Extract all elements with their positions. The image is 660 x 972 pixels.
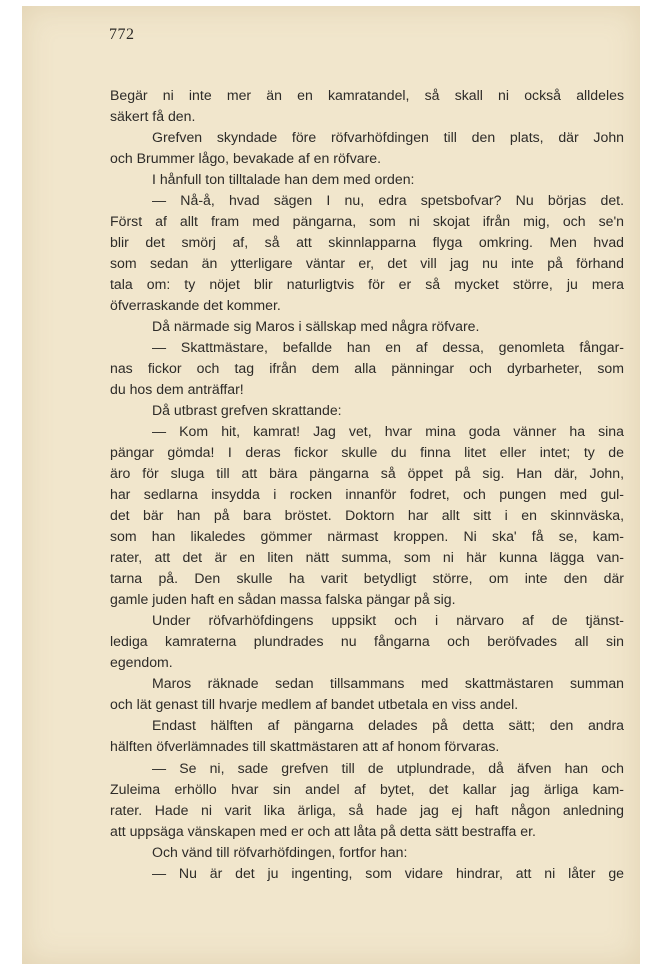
text-line: Zuleima erhöllo hvar sin andel af bytet, det kallar jag ärliga kam- bbox=[110, 780, 624, 797]
text-line: öfverraskande det kommer. bbox=[110, 297, 281, 314]
text-line: — Nu är det ju ingenting, som vidare hindrar, att ni låter ge bbox=[152, 864, 624, 881]
page-number: 772 bbox=[109, 26, 135, 43]
text-line: rater, att det är en liten nätt summa, som ni här kunna lägga van- bbox=[110, 549, 624, 566]
text-line: du hos dem anträffar! bbox=[110, 381, 244, 398]
text-line: som sedan än ytterligare väntar er, det vill jag nu inte på förhand bbox=[110, 255, 624, 272]
text-line: — Nå-å, hvad sägen I nu, edra spetsbofvar? Nu börjas det. bbox=[152, 192, 624, 209]
text-line: I hånfull ton tilltalade han dem med orden: bbox=[152, 171, 415, 188]
text-line: rater. Hade ni varit lika ärliga, så hade jag ej haft någon anledning bbox=[110, 801, 624, 818]
text-line: egendom. bbox=[110, 654, 173, 671]
text-line: nas fickor och tag ifrån dem alla pänningar och dyrbarheter, som bbox=[110, 360, 624, 377]
text-line: tala om: ty nöjet blir naturligtvis för er så mycket större, ju mera bbox=[110, 276, 624, 293]
text-line: det bär han på bara bröstet. Doktorn har allt sitt i en skinnväska, bbox=[110, 507, 624, 524]
text-line: Först af allt fram med pängarna, som ni skojat ifrån mig, och se'n bbox=[110, 213, 624, 230]
body-text bbox=[110, 85, 624, 884]
text-line: gamle juden haft en sådan massa falska pängar på sig. bbox=[110, 591, 456, 608]
text-line: blir det smörj af, så att skinnlapparna flyga omkring. Men hvad bbox=[110, 234, 624, 251]
text-line: har sedlarna insydda i rocken innanför fodret, och pungen med gul- bbox=[110, 486, 624, 503]
text-line: att uppsäga vänskapen med er och att låta på detta sätt bestraffa er. bbox=[110, 822, 536, 839]
text-line: Endast hälften af pängarna delades på detta sätt; den andra bbox=[152, 717, 624, 734]
text-line: och lät genast till hvarje medlem af bandet utbetala en viss andel. bbox=[110, 696, 519, 713]
text-line: Under röfvarhöfdingens uppsikt och i närvaro af de tjänst- bbox=[152, 612, 624, 629]
text-line: Och vänd till röfvarhöfdingen, fortfor han: bbox=[152, 843, 408, 860]
text-line: Begär ni inte mer än en kamratandel, så skall ni också alldeles bbox=[110, 87, 624, 103]
text-line: hälften öfverlämnades till skattmästaren att af honom förvaras. bbox=[110, 738, 500, 755]
text-line: äro för sluga till att bära pängarna så öppet på sig. Han där, John, bbox=[110, 465, 624, 482]
text-line: tarna på. Den skulle ha varit betydligt större, om inte den där bbox=[110, 570, 624, 587]
text-line: som han likaledes gömmer närmast kroppen. Ni ska' få se, kam- bbox=[110, 528, 624, 545]
text-line: — Skattmästare, befallde han en af dessa, genomleta fångar- bbox=[152, 339, 624, 356]
text-line: Då utbrast grefven skrattande: bbox=[152, 402, 342, 419]
book-page bbox=[22, 6, 640, 964]
text-line: Grefven skyndade före röfvarhöfdingen till den plats, där John bbox=[152, 129, 624, 146]
text-line: pängar gömda! I deras fickor skulle du finna litet eller intet; ty de bbox=[110, 444, 624, 461]
text-line: Maros räknade sedan tillsammans med skattmästaren summan bbox=[152, 675, 624, 692]
text-line: och Brummer lågo, bevakade af en röfvare. bbox=[110, 150, 382, 167]
text-line: säkert få den. bbox=[110, 108, 196, 125]
text-line: — Kom hit, kamrat! Jag vet, hvar mina goda vänner ha sina bbox=[152, 423, 624, 440]
text-line: Då närmade sig Maros i sällskap med några röfvare. bbox=[152, 318, 480, 335]
text-line: lediga kamraterna plundrades nu fångarna och beröfvades all sin bbox=[110, 633, 624, 650]
text-line: — Se ni, sade grefven till de utplundrade, då äfven han och bbox=[152, 759, 624, 776]
